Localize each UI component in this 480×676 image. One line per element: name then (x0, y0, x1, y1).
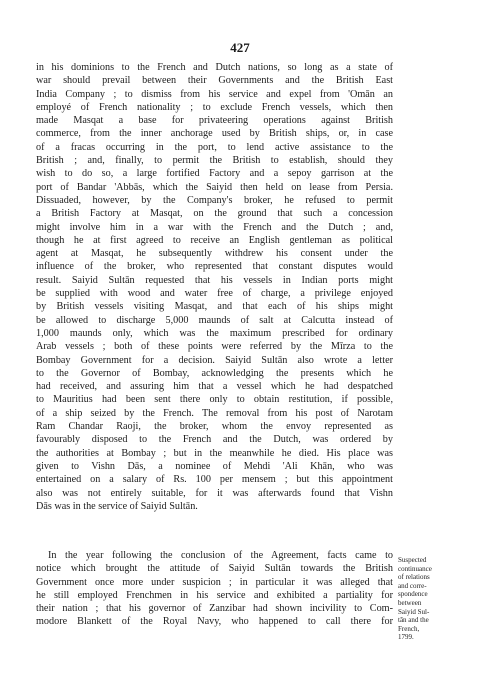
text-line: had received, and assuring him that a vessel which he had despatched (36, 381, 393, 393)
text-line: their nation ; that his governor of Zanzibar had shown incivility to Com- (36, 603, 393, 615)
paragraph-1 (36, 61, 393, 513)
text-line: employé of French nationality ; to exclude French vessels, which then (36, 101, 393, 113)
text-line: port of Bandar 'Abbās, which the Saiyid then held on lease from Persia. (36, 181, 393, 193)
text-line: Arab vessels ; both of these points were referred by the Mīrza to the (36, 341, 393, 353)
page-number: 427 (230, 40, 250, 55)
text-line: war should prevail between their Governments and the British East (36, 75, 393, 87)
margin-note-line: French, (398, 624, 420, 633)
text-line: of a ship seized by the French. The removal from his post of Narotam (36, 407, 393, 419)
text-line: result. Saiyid Sultān requested that his vessels in Indian ports might (36, 274, 393, 286)
text-line: to the Governor of Bombay, acknowledging the presents which he (36, 367, 393, 379)
text-line: notice which brought the attitude of Saiyid Sultān towards the British (36, 563, 393, 575)
margin-note-line: of relations (398, 573, 430, 582)
text-line: modore Blankett of the Royal Navy, who happened to call there for (36, 616, 393, 628)
text-line: be supplied with wood and water free of charge, a privilege enjoyed (36, 288, 393, 300)
margin-note-line: tān and the (398, 616, 429, 625)
text-line: India Company ; to dismiss from his service and expel from 'Omān an (36, 88, 393, 100)
text-line: of a fracas occurring in the port, to lend active assistance to the (36, 141, 393, 153)
text-line: by British vessels visiting Masqat, and that each of his ships might (36, 301, 393, 313)
text-line: agent at Masqat, he subsequently withdrew his consent under the (36, 248, 393, 260)
text-line: given to Vishn Dās, a nominee of Mehdi 'Ali Khān, who was (36, 460, 393, 472)
text-line: In the year following the conclusion of the Agreement, facts came to (48, 550, 393, 561)
paragraph-2 (36, 549, 393, 629)
text-line: the authorities at Bombay ; but in the meanwhile he died. His place was (36, 447, 393, 459)
text-line: a British Factory at Masqat, on the ground that such a concession (36, 208, 393, 220)
text-line: to Mauritius had been sent there only to obtain restitution, if possible, (36, 394, 393, 406)
text-line: wish to do so, a large fortified Factory and a sepoy garrison at the (36, 168, 393, 180)
margin-note-line: between (398, 598, 422, 607)
text-line: Dās was in the service of Saiyid Sultān. (36, 500, 198, 512)
text-line: Government once more under suspicion ; in particular it was alleged that (36, 576, 393, 588)
text-line: made Masqat a base for privateering operations against British (36, 115, 393, 127)
text-line: might involve him in a war with the French and the Dutch ; and, (36, 221, 393, 233)
margin-note-line: spondence (398, 590, 428, 599)
text-line: in his dominions to the French and Dutch nations, so long as a state of (36, 62, 393, 73)
text-line: entertained on a salary of Rs. 100 per mensem ; but this appointment (36, 474, 393, 486)
text-line: he still employed Frenchmen in his service and exhibited a partiality for (36, 589, 393, 601)
text-line: Dissuaded, however, by the Company's broker, he refused to permit (36, 194, 393, 206)
text-line: 1,000 maunds only, which was the maximum prescribed for ordinary (36, 327, 393, 339)
margin-note-line: continuance (398, 564, 432, 573)
margin-note-line: and corre- (398, 581, 427, 590)
text-line: commerce, from the inner anchorage used by British ships, or, in case (36, 128, 393, 140)
text-line: Ram Chandar Raoji, the broker, whom the envoy represented as (36, 421, 393, 433)
margin-note-line: 1799. (398, 633, 414, 642)
margin-note-line: Suspected (398, 556, 427, 564)
text-line: Bombay Government for a decision. Saiyid Sultān also wrote a letter (36, 354, 393, 366)
text-line: though he at first agreed to receive an English gentleman as political (36, 234, 393, 246)
margin-note-line: Saiyid Sul- (398, 607, 430, 616)
text-line: be allowed to discharge 5,000 maunds of salt at Calcutta instead of (36, 314, 393, 326)
text-line: favourably disposed to the French and the Dutch, was ordered by (36, 434, 393, 446)
text-line: British ; and, finally, to permit the British to establish, should they (36, 155, 393, 167)
text-line: also was not entirely suitable, for it was afterwards found that Vishn (36, 487, 393, 499)
text-line: influence of the broker, who represented that constant disputes would (36, 261, 393, 273)
margin-note (398, 556, 474, 642)
